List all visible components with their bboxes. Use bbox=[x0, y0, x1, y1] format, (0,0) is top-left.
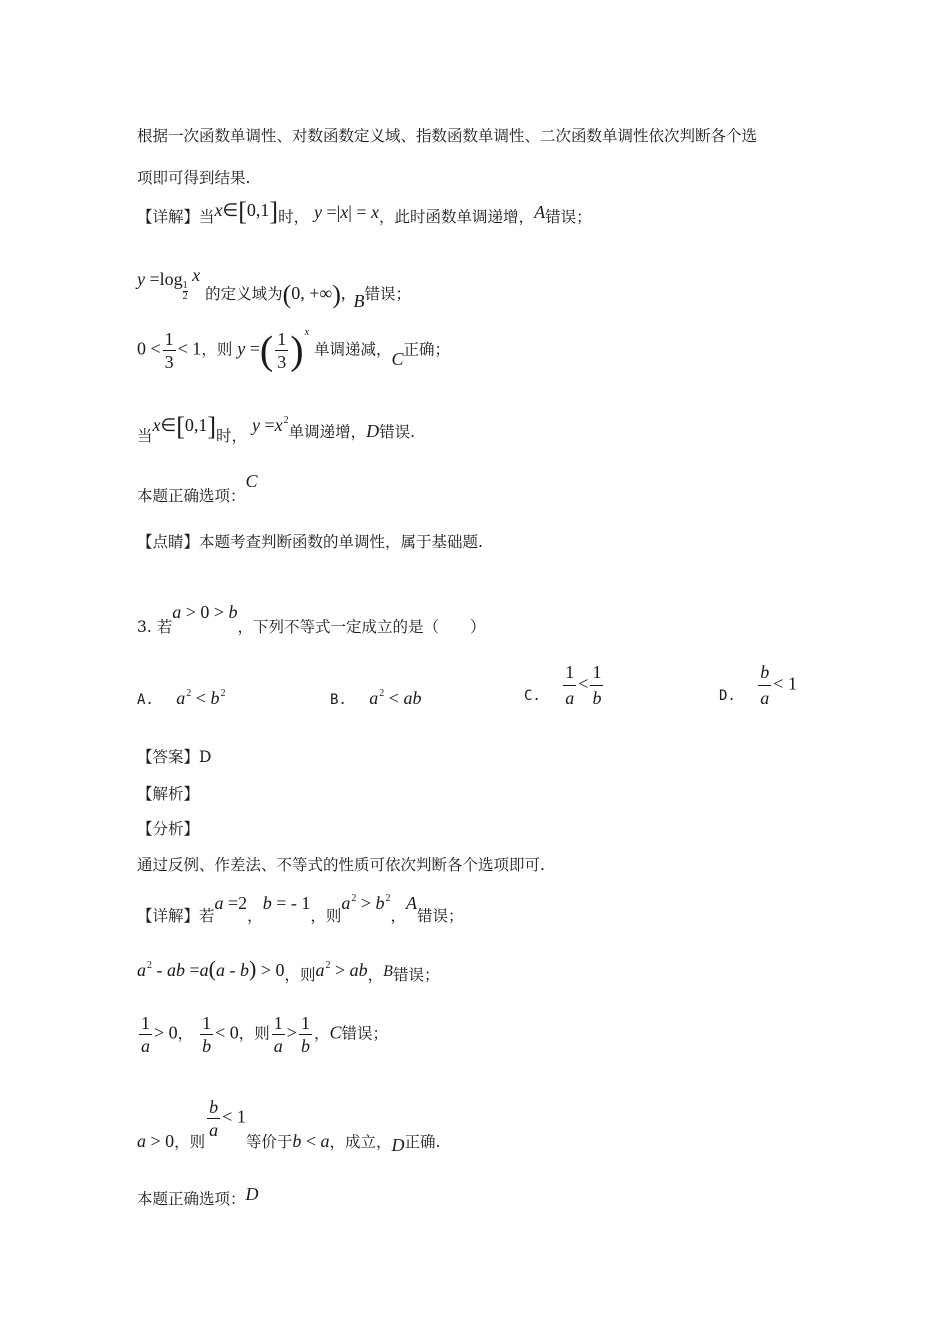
text: 错误； bbox=[545, 208, 592, 227]
text: ，此时函数单调递增， bbox=[379, 208, 535, 227]
fraction: $\frac{1}{b}$ bbox=[592, 662, 602, 708]
fraction: $\frac{1}{a}$ bbox=[565, 662, 575, 708]
math: C bbox=[391, 348, 404, 369]
text: 【详解】若 bbox=[137, 907, 215, 925]
question-stem: ，下列不等式一定成立的是（ ） bbox=[237, 618, 486, 636]
math: x bbox=[187, 265, 201, 286]
text: 错误； bbox=[364, 285, 411, 304]
math: 0 < bbox=[137, 338, 161, 359]
math: ∈[0,1] bbox=[222, 197, 279, 226]
answer-line-1 bbox=[137, 471, 258, 505]
detail2-line-4: a > 0，则 $\frac{b}{a}$ < 1等价于b < a，成立，D正确. bbox=[137, 1097, 441, 1155]
math: $a^2 > b^2$ bbox=[341, 893, 391, 913]
question-number: 3. 若 bbox=[137, 618, 173, 636]
question-3 bbox=[137, 602, 486, 636]
math: A bbox=[406, 893, 418, 913]
paragraph-intro-1: 根据一次函数单调性、对数函数定义域、指数函数单调性、二次函数单调性依次判断各个选 bbox=[137, 127, 758, 145]
detail-tag: 【详解】 bbox=[137, 208, 200, 227]
math: D bbox=[391, 1134, 405, 1155]
answer-label: 本题正确选项： bbox=[137, 1190, 246, 1208]
detail2-line-2 bbox=[137, 956, 440, 984]
math: < 1 bbox=[177, 338, 202, 359]
fenxi-text: 通过反例、作差法、不等式的性质可依次判断各个选项即可. bbox=[137, 856, 545, 874]
text: 错误； bbox=[341, 1024, 388, 1043]
math: a > 0 bbox=[137, 1130, 175, 1151]
answer-value: C bbox=[245, 471, 258, 491]
text: ，则 bbox=[201, 340, 233, 359]
option-label: A. bbox=[137, 692, 154, 708]
math: y bbox=[137, 269, 145, 290]
math: B bbox=[383, 963, 393, 980]
detail-line-1 bbox=[137, 197, 592, 231]
fraction: $\frac{b}{a}$ bbox=[760, 662, 770, 708]
math: $a^2$ > ab bbox=[315, 960, 368, 980]
text: 时， bbox=[278, 208, 310, 227]
text: ，则 bbox=[284, 966, 316, 984]
option-c[interactable]: C. $\frac{1}{a}$ < $\frac{1}{b}$ bbox=[524, 662, 602, 708]
fraction: $\frac{1}{b}$ bbox=[202, 1013, 212, 1056]
text: 当 bbox=[199, 208, 215, 227]
text: 正确； bbox=[403, 340, 451, 359]
fenxi-tag: 【分析】 bbox=[137, 820, 200, 838]
math: (0, +∞), bbox=[282, 280, 346, 309]
math: $\frac{1}{2}$ bbox=[182, 279, 188, 302]
text: 等价于 bbox=[245, 1132, 293, 1151]
fraction: $\frac{b}{a}$ bbox=[209, 1097, 219, 1140]
text: 错误. bbox=[379, 423, 416, 442]
option-label: C. bbox=[524, 687, 541, 704]
option-a[interactable] bbox=[137, 688, 225, 709]
math: x bbox=[214, 200, 223, 221]
text: ， bbox=[367, 966, 384, 984]
math: b = - 1 bbox=[262, 893, 311, 913]
math: a > 0 > b bbox=[172, 602, 238, 622]
detail2-line-3: $\frac{1}{a}$ > 0， $\frac{1}{b}$ < 0，则 $\frac{1}{a}$ > $\frac{1}{b}$ ，C错误； bbox=[141, 1013, 388, 1056]
answer-label: 本题正确选项： bbox=[137, 487, 246, 505]
math: $=x^2$ bbox=[260, 415, 289, 436]
math: A bbox=[534, 202, 546, 223]
math: y bbox=[314, 202, 323, 223]
text: ，则 bbox=[310, 907, 342, 925]
math: = bbox=[245, 338, 260, 359]
analysis-tag: 【解析】 bbox=[137, 785, 200, 803]
answer-value: D bbox=[245, 1184, 259, 1204]
text: 单调递减， bbox=[313, 340, 392, 359]
answer-line-2 bbox=[137, 1184, 259, 1208]
option-label: B. bbox=[330, 692, 347, 708]
option-d[interactable]: D. $\frac{b}{a}$ < 1 bbox=[719, 662, 797, 708]
text: 单调递增， bbox=[288, 423, 367, 442]
fraction: $\frac{1}{3}$ bbox=[277, 329, 287, 372]
text: ， bbox=[247, 907, 263, 925]
text: ， bbox=[313, 1024, 330, 1043]
detail-line-2 bbox=[137, 265, 411, 312]
text: ， bbox=[177, 1024, 194, 1043]
comment-line: 【点睛】本题考查判断函数的单调性，属于基础题. bbox=[137, 533, 483, 551]
detail-line-3: 0 < $\frac{1}{3}$ < 1，则 y =( $\frac{1}{3}$ )$^x$ 单调递减，C正确； bbox=[137, 326, 451, 373]
math: ∈[0,1] bbox=[160, 412, 217, 441]
math: $a^2$ - ab =a(a - b) > 0 bbox=[137, 956, 285, 981]
paragraph-intro-2: 项即可得到结果. bbox=[137, 169, 251, 187]
text: 错误； bbox=[417, 907, 464, 925]
math: $a^2 < b^2$ bbox=[176, 688, 226, 708]
text: 当 bbox=[137, 427, 153, 446]
detail2-line-1 bbox=[137, 893, 464, 925]
option-label: D. bbox=[719, 687, 736, 704]
fraction: $\frac{1}{3}$ bbox=[164, 329, 174, 372]
math: x bbox=[152, 415, 161, 436]
text: ， bbox=[390, 907, 407, 925]
math: a =2 bbox=[214, 893, 248, 913]
text: 错误； bbox=[392, 966, 440, 984]
text: 正确. bbox=[404, 1132, 441, 1151]
math: $a^2$ < ab bbox=[369, 688, 422, 708]
math: y bbox=[237, 338, 246, 359]
fraction: $\frac{1}{a}$ bbox=[141, 1013, 150, 1056]
math: x bbox=[371, 202, 380, 223]
math: b < a bbox=[292, 1130, 330, 1151]
math: =|x| = bbox=[322, 202, 372, 223]
math: C bbox=[329, 1022, 342, 1043]
option-b[interactable] bbox=[330, 688, 421, 709]
text: 时， bbox=[216, 427, 248, 446]
text: 的定义域为 bbox=[205, 285, 283, 304]
fraction: $\frac{1}{a}$ bbox=[273, 1013, 283, 1056]
fraction: $\frac{1}{b}$ bbox=[300, 1013, 310, 1056]
math: B bbox=[353, 291, 365, 312]
text: ，则 bbox=[174, 1132, 206, 1151]
detail-line-4 bbox=[137, 412, 416, 446]
math: D bbox=[366, 421, 380, 442]
math: y bbox=[252, 415, 260, 436]
text: ，成立， bbox=[329, 1132, 392, 1151]
answer-tag: 【答案】D bbox=[137, 748, 212, 766]
text: ，则 bbox=[238, 1024, 270, 1043]
math: =log bbox=[145, 269, 183, 290]
